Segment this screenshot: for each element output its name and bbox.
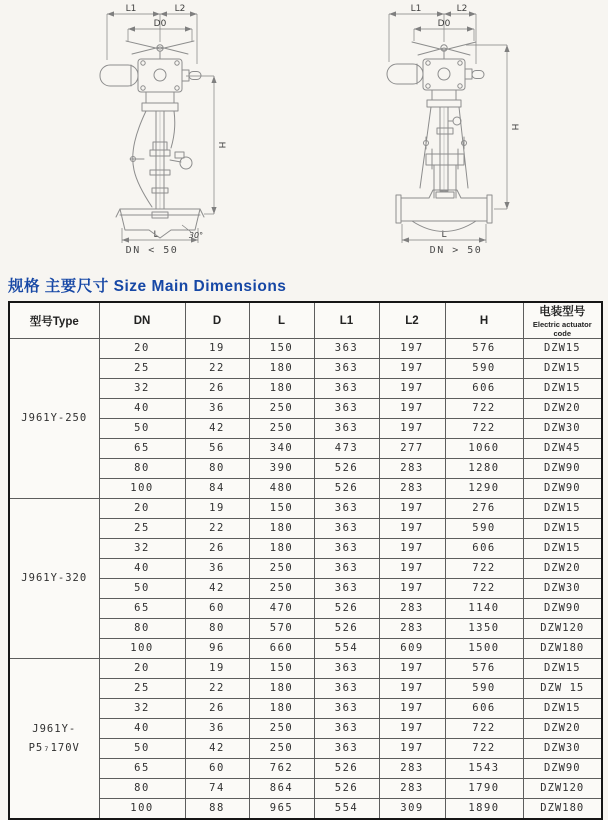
dimension-value-cell: 36 xyxy=(185,559,249,579)
dimension-value-cell: 590 xyxy=(445,519,523,539)
dimension-value-cell: 20 xyxy=(99,499,185,519)
dimension-value-cell: 25 xyxy=(99,519,185,539)
dimension-value-cell: 150 xyxy=(249,339,314,359)
dimension-value-cell: 390 xyxy=(249,459,314,479)
dimension-value-cell: 250 xyxy=(249,719,314,739)
dimension-value-cell: 197 xyxy=(379,539,445,559)
dimension-value-cell: 197 xyxy=(379,739,445,759)
dimension-value-cell: 40 xyxy=(99,719,185,739)
dimension-value-cell: 283 xyxy=(379,459,445,479)
dimension-value-cell: 363 xyxy=(314,419,379,439)
actuator-code-cell: DZW180 xyxy=(523,639,602,659)
dim-label-h: H xyxy=(216,141,226,149)
dimension-value-cell: 576 xyxy=(445,659,523,679)
dimension-value-cell: 197 xyxy=(379,559,445,579)
dimension-value-cell: 36 xyxy=(185,719,249,739)
dimension-value-cell: 197 xyxy=(379,339,445,359)
dimension-value-cell: 197 xyxy=(379,579,445,599)
actuator-code-cell: DZW90 xyxy=(523,479,602,499)
dimension-value-cell: 526 xyxy=(314,459,379,479)
dimension-value-cell: 50 xyxy=(99,739,185,759)
dimension-value-cell: 554 xyxy=(314,639,379,659)
actuator-code-cell: DZW15 xyxy=(523,499,602,519)
dimension-value-cell: 197 xyxy=(379,719,445,739)
dimension-value-cell: 570 xyxy=(249,619,314,639)
dimension-value-cell: 74 xyxy=(185,779,249,799)
dimension-value-cell: 22 xyxy=(185,519,249,539)
valve-drawing-small-dn xyxy=(0,2,304,264)
actuator-code-cell: DZW120 xyxy=(523,779,602,799)
dimension-value-cell: 1290 xyxy=(445,479,523,499)
dimension-value-cell: 26 xyxy=(185,379,249,399)
dimension-value-cell: 197 xyxy=(379,419,445,439)
dimension-value-cell: 606 xyxy=(445,539,523,559)
valve-type-cell: J961Y-P5₇170V xyxy=(9,659,99,820)
dimension-value-cell: 1350 xyxy=(445,619,523,639)
dimension-value-cell: 80 xyxy=(99,619,185,639)
drawing-caption-small-dn: DN < 50 xyxy=(125,245,179,256)
dimension-value-cell: 60 xyxy=(185,599,249,619)
dimension-value-cell: 20 xyxy=(99,339,185,359)
dim-label-l1: L1 xyxy=(410,4,422,14)
dimension-value-cell: 363 xyxy=(314,739,379,759)
dimension-value-cell: 1890 xyxy=(445,799,523,820)
header-l2: L2 xyxy=(379,302,445,339)
dimension-value-cell: 1790 xyxy=(445,779,523,799)
drawing-caption-large-dn: DN > 50 xyxy=(429,245,483,256)
dim-label-h: H xyxy=(509,123,519,131)
dimension-value-cell: 363 xyxy=(314,699,379,719)
dimension-value-cell: 100 xyxy=(99,479,185,499)
dimension-value-cell: 40 xyxy=(99,559,185,579)
dimension-value-cell: 554 xyxy=(314,799,379,820)
table-row xyxy=(9,499,602,519)
actuator-code-cell: DZW15 xyxy=(523,359,602,379)
dimension-value-cell: 26 xyxy=(185,539,249,559)
actuator-code-cell: DZW90 xyxy=(523,759,602,779)
dimension-value-cell: 526 xyxy=(314,619,379,639)
dimension-value-cell: 250 xyxy=(249,399,314,419)
dimension-value-cell: 250 xyxy=(249,579,314,599)
actuator-code-cell: DZW120 xyxy=(523,619,602,639)
actuator-code-cell: DZW20 xyxy=(523,399,602,419)
actuator-code-cell: DZW15 xyxy=(523,699,602,719)
dim-label-l: L xyxy=(441,230,447,240)
dimension-value-cell: 60 xyxy=(185,759,249,779)
actuator-code-cell: DZW180 xyxy=(523,799,602,820)
dimension-value-cell: 363 xyxy=(314,719,379,739)
dimension-value-cell: 150 xyxy=(249,659,314,679)
actuator-code-cell: DZW15 xyxy=(523,379,602,399)
actuator-code-cell: DZW30 xyxy=(523,579,602,599)
dimension-value-cell: 965 xyxy=(249,799,314,820)
dimension-value-cell: 363 xyxy=(314,499,379,519)
dimension-value-cell: 722 xyxy=(445,719,523,739)
dim-label-l2: L2 xyxy=(174,4,186,14)
header-actuator-code-en: Electric actuator code xyxy=(532,320,592,338)
dimension-value-cell: 470 xyxy=(249,599,314,619)
dimension-value-cell: 40 xyxy=(99,399,185,419)
dimension-value-cell: 180 xyxy=(249,539,314,559)
dimension-value-cell: 19 xyxy=(185,659,249,679)
dimension-value-cell: 84 xyxy=(185,479,249,499)
dimension-value-cell: 250 xyxy=(249,559,314,579)
dimension-value-cell: 50 xyxy=(99,419,185,439)
page-title xyxy=(8,274,608,296)
dimension-value-cell: 42 xyxy=(185,579,249,599)
dim-label-l: L xyxy=(153,230,159,240)
dim-label-d0: D0 xyxy=(437,19,451,29)
dimension-value-cell: 20 xyxy=(99,659,185,679)
dimension-value-cell: 363 xyxy=(314,679,379,699)
dimension-value-cell: 65 xyxy=(99,439,185,459)
actuator-code-cell: DZW 15 xyxy=(523,679,602,699)
dimension-value-cell: 197 xyxy=(379,359,445,379)
valve-outline xyxy=(387,42,492,232)
dimension-value-cell: 722 xyxy=(445,739,523,759)
actuator-code-cell: DZW45 xyxy=(523,439,602,459)
dimension-value-cell: 660 xyxy=(249,639,314,659)
dimension-value-cell: 180 xyxy=(249,679,314,699)
dimension-value-cell: 283 xyxy=(379,619,445,639)
dimension-value-cell: 363 xyxy=(314,659,379,679)
dimension-value-cell: 590 xyxy=(445,679,523,699)
dimension-value-cell: 50 xyxy=(99,579,185,599)
dimension-value-cell: 88 xyxy=(185,799,249,820)
dimension-value-cell: 197 xyxy=(379,699,445,719)
dimension-value-cell: 363 xyxy=(314,399,379,419)
dimension-value-cell: 606 xyxy=(445,379,523,399)
dimension-value-cell: 526 xyxy=(314,599,379,619)
dimension-value-cell: 1280 xyxy=(445,459,523,479)
valve-type-cell: J961Y-250 xyxy=(9,339,99,499)
dimension-value-cell: 197 xyxy=(379,399,445,419)
valve-drawing-small-dn-svg xyxy=(0,2,304,248)
header-l1: L1 xyxy=(314,302,379,339)
table-row xyxy=(9,659,602,679)
dimension-value-cell: 363 xyxy=(314,559,379,579)
dimension-value-cell: 363 xyxy=(314,359,379,379)
dimension-value-cell: 180 xyxy=(249,519,314,539)
dimension-value-cell: 197 xyxy=(379,519,445,539)
dimensions-table xyxy=(8,301,603,820)
page-title-zh: 规格 主要尺寸 xyxy=(8,278,109,295)
dim-label-l2: L2 xyxy=(456,4,468,14)
dimension-value-cell: 283 xyxy=(379,599,445,619)
dimension-value-cell: 250 xyxy=(249,419,314,439)
dimension-value-cell: 590 xyxy=(445,359,523,379)
dimension-value-cell: 722 xyxy=(445,419,523,439)
valve-outline xyxy=(100,41,204,238)
dimension-value-cell: 363 xyxy=(314,379,379,399)
dimension-value-cell: 80 xyxy=(185,619,249,639)
dimension-value-cell: 197 xyxy=(379,659,445,679)
dimension-value-cell: 56 xyxy=(185,439,249,459)
dimension-value-cell: 606 xyxy=(445,699,523,719)
dimension-value-cell: 283 xyxy=(379,759,445,779)
dimension-value-cell: 1500 xyxy=(445,639,523,659)
dim-label-angle: 30° xyxy=(188,231,204,240)
header-l: L xyxy=(249,302,314,339)
actuator-code-cell: DZW30 xyxy=(523,419,602,439)
dimensions-table-header xyxy=(9,302,602,339)
dimension-value-cell: 722 xyxy=(445,559,523,579)
dimension-value-cell: 80 xyxy=(99,459,185,479)
valve-drawing-large-dn xyxy=(304,2,608,264)
actuator-code-cell: DZW15 xyxy=(523,539,602,559)
dim-label-d0: D0 xyxy=(153,19,167,29)
dimension-value-cell: 250 xyxy=(249,739,314,759)
dimension-value-cell: 363 xyxy=(314,519,379,539)
dimension-value-cell: 150 xyxy=(249,499,314,519)
actuator-code-cell: DZW90 xyxy=(523,599,602,619)
dimension-value-cell: 864 xyxy=(249,779,314,799)
dimension-value-cell: 80 xyxy=(99,779,185,799)
dimension-value-cell: 309 xyxy=(379,799,445,820)
dimension-value-cell: 473 xyxy=(314,439,379,459)
dimension-value-cell: 363 xyxy=(314,579,379,599)
dimension-value-cell: 277 xyxy=(379,439,445,459)
dimension-value-cell: 65 xyxy=(99,759,185,779)
dim-label-l1: L1 xyxy=(125,4,137,14)
dimension-value-cell: 26 xyxy=(185,699,249,719)
dimension-value-cell: 576 xyxy=(445,339,523,359)
page-title-en: Size Main Dimensions xyxy=(113,278,287,295)
dimension-value-cell: 180 xyxy=(249,379,314,399)
dimension-value-cell: 283 xyxy=(379,779,445,799)
dimension-value-cell: 32 xyxy=(99,699,185,719)
dimension-value-cell: 32 xyxy=(99,539,185,559)
actuator-code-cell: DZW30 xyxy=(523,739,602,759)
header-actuator-code xyxy=(523,302,602,339)
dimension-value-cell: 32 xyxy=(99,379,185,399)
dimension-value-cell: 25 xyxy=(99,359,185,379)
valve-drawing-large-dn-svg xyxy=(304,2,608,248)
dimension-value-cell: 22 xyxy=(185,359,249,379)
actuator-code-cell: DZW15 xyxy=(523,339,602,359)
dimension-value-cell: 340 xyxy=(249,439,314,459)
dimension-value-cell: 722 xyxy=(445,399,523,419)
dimension-value-cell: 19 xyxy=(185,339,249,359)
valve-type-cell: J961Y-320 xyxy=(9,499,99,659)
dimension-value-cell: 363 xyxy=(314,339,379,359)
dimension-value-cell: 197 xyxy=(379,499,445,519)
dimension-value-cell: 25 xyxy=(99,679,185,699)
dimension-value-cell: 1543 xyxy=(445,759,523,779)
dimension-value-cell: 19 xyxy=(185,499,249,519)
technical-drawings xyxy=(0,0,608,264)
dimension-value-cell: 180 xyxy=(249,359,314,379)
dimension-value-cell: 526 xyxy=(314,479,379,499)
dimension-value-cell: 526 xyxy=(314,779,379,799)
actuator-code-cell: DZW15 xyxy=(523,519,602,539)
dimension-value-cell: 80 xyxy=(185,459,249,479)
header-h: H xyxy=(445,302,523,339)
dimension-value-cell: 276 xyxy=(445,499,523,519)
dimension-value-cell: 42 xyxy=(185,419,249,439)
dimension-value-cell: 283 xyxy=(379,479,445,499)
dimension-value-cell: 100 xyxy=(99,639,185,659)
actuator-code-cell: DZW15 xyxy=(523,659,602,679)
dimension-lines xyxy=(107,4,226,243)
dimension-value-cell: 100 xyxy=(99,799,185,820)
dimension-value-cell: 1140 xyxy=(445,599,523,619)
dimension-value-cell: 22 xyxy=(185,679,249,699)
actuator-code-cell: DZW90 xyxy=(523,459,602,479)
actuator-code-cell: DZW20 xyxy=(523,719,602,739)
header-type: 型号Type xyxy=(9,302,99,339)
dimension-value-cell: 42 xyxy=(185,739,249,759)
actuator-code-cell: DZW20 xyxy=(523,559,602,579)
dimension-value-cell: 762 xyxy=(249,759,314,779)
header-actuator-code-zh: 电装型号 xyxy=(539,306,586,318)
dimension-value-cell: 96 xyxy=(185,639,249,659)
dimension-value-cell: 722 xyxy=(445,579,523,599)
header-d: D xyxy=(185,302,249,339)
dimensions-table-body xyxy=(9,339,602,820)
dimension-value-cell: 65 xyxy=(99,599,185,619)
dimension-value-cell: 197 xyxy=(379,379,445,399)
dimension-value-cell: 197 xyxy=(379,679,445,699)
dimension-value-cell: 526 xyxy=(314,759,379,779)
dimension-value-cell: 609 xyxy=(379,639,445,659)
dimension-value-cell: 480 xyxy=(249,479,314,499)
dimension-value-cell: 1060 xyxy=(445,439,523,459)
dimension-value-cell: 36 xyxy=(185,399,249,419)
header-dn: DN xyxy=(99,302,185,339)
table-row xyxy=(9,339,602,359)
dimension-value-cell: 363 xyxy=(314,539,379,559)
dimension-value-cell: 180 xyxy=(249,699,314,719)
